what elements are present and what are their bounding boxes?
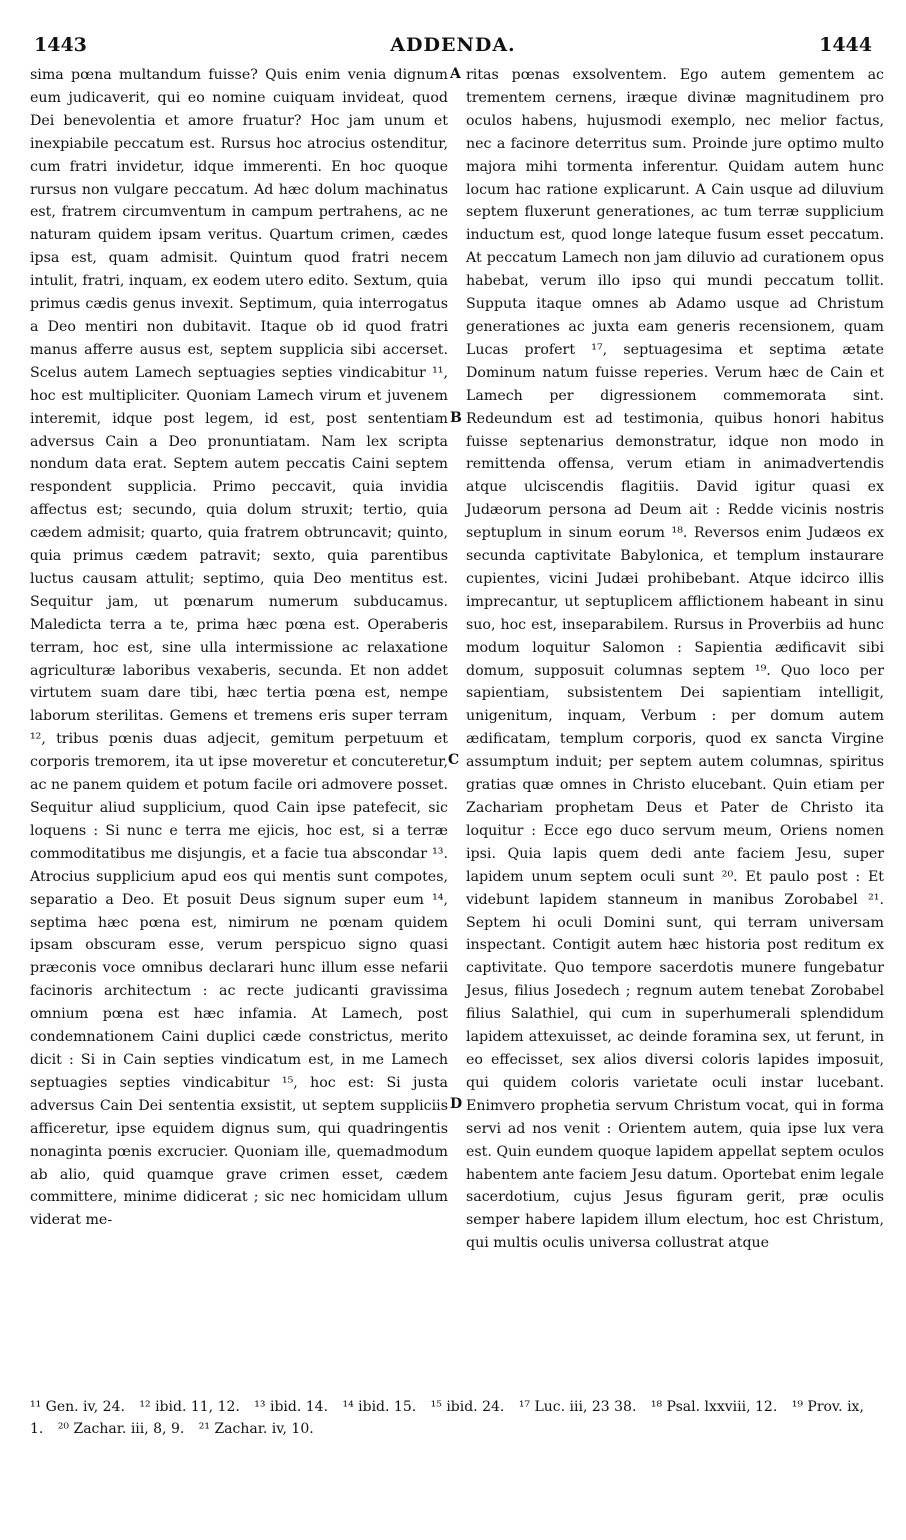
left-column [30, 64, 448, 1232]
footnote: ¹¹ Gen. iv, 24. [30, 1399, 125, 1415]
footnote: ¹⁷ Luc. iii, 23 38. [518, 1399, 637, 1415]
page-number-right: 1444 [819, 34, 872, 56]
footnote: ¹² ibid. 11, 12. [139, 1399, 240, 1415]
right-column-text: ritas pœnas exsolventem. Ego autem gementem ac trementem cernens, iræque divinæ magnitudinem pro oculos habens, hujusmodi exemplo, nec melior factus, nec a facinore deterritus sum. Proinde jure optimo multo majora mihi tormenta inferentur. Quidam autem hunc locum hac ratione explicarunt. A Cain usque ad diluvium septem fluxerunt generationes, ac tum terræ supplicium inductum est, quod longe lateque fusum esset peccatum. At peccatum Lamech non jam diluvio ad curationem opus habebat, verum illo ipso qui mundi peccatum tollit. Supputa itaque omnes ab Adamo usque ad Christum generationes ac juxta eam generis recensionem, quam Lucas profert ¹⁷, septuagesima et septima ætate Dominum natum fuisse reperies. Verum hæc de Cain et Lamech per digressionem commemorata sint. Redeundum est ad testimonia, quibus honori habitus fuisse septenarius demonstratur, idque non modo in remittenda offensa, verum etiam in animadvertendis atque ulciscendis flagitiis. David igitur quasi ex Judæorum persona ad Deum ait : Redde vicinis nostris septuplum in sinum eorum ¹⁸. Reversos enim Judæos ex secunda captivitate Babylonica, et templum instaurare cupientes, vicini Judæi prohibebant. Atque idcirco illis imprecantur, ut septuplicem afflictionem habeant in sinu suo, hoc est, inseparabilem. Rursus in Proverbiis ad hunc modum loquitur Salomon : Sapientia ædificavit sibi domum, supposuit columnas septem ¹⁹. Quo loco per sapientiam, subsistentem Dei sapientiam intelligit, unigenitum, inquam, Verbum : per domum autem ædificatam, templum corporis, quod ex sancta Virgine assumptum induit; per septem autem columnas, spiritus gratias quæ omnes in Christo elucebant. Quin etiam per Zachariam prophetam Deus et Pater de Christo ita loquitur : Ecce ego duco servum meum, Oriens nomen ipsi. Quia lapis quem dedi ante faciem Jesu, super lapidem unum septem oculi sunt ²⁰. Et paulo post : Et videbunt lapidem stanneum in manibus Zorobabel ²¹. Septem hi oculi Domini sunt, qui terram universam inspectant. Contigit autem hæc historia post reditum ex captivitate. Quo tempore sacerdotis munere fungebatur Jesus, filius Josedech ; regnum autem tenebat Zorobabel filius Salathiel, qui cum in superhumerali splendidum lapidem attexuisset, ac deinde foramina sex, ut ferunt, in eo effecisset, sex alios diversi coloris lapides imposuit, qui quidem coloris varietate oculi instar lucebant. Enimvero prophetia servum Christum vocat, qui in forma servi ad nos venit : Orientem autem, quia ipse lux vera est. Quin eundem quoque lapidem appellat septem oculos habentem ante faciem Jesu datum. Oportebat enim legale sacerdotium, cujus Jesus figuram gerit, præ oculis semper habere lapidem illum electum, hoc est Christum, qui multis oculis universa collustrat atque [466, 67, 884, 1252]
page-header [30, 34, 876, 58]
footnotes [30, 1396, 876, 1440]
margin-marker-b: B [450, 410, 462, 426]
left-column-text: sima pœna multandum fuisse? Quis enim venia dignum eum judicaverit, qui eo nomine cuiquam invideat, quod Dei benevolentia et amore fruatur? Hoc jam unum et inexpiabile peccatum est. Rursus hoc atrocius ostenditur, cum fratri invidetur, idque immerenti. En hoc quoque rursus non vulgare peccatum. Ad hæc dolum machinatus est, fratrem circumventum in campum pertrahens, ac ne naturam quidem ipsam veritus. Quartum crimen, cædes ipsa est, quam admisit. Quintum quod fratri necem intulit, fratri, inquam, ex eodem utero edito. Sextum, quia primus cædis genus invexit. Septimum, quia interrogatus a Deo mentiri non dubitavit. Itaque ob id quod fratri manus afferre ausus est, septem supplicia sibi accerset. Scelus autem Lamech septuagies septies vindicabitur ¹¹, hoc est multipliciter. Quoniam Lamech virum et juvenem interemit, idque post legem, id est, post sententiam adversus Cain a Deo pronuntiatam. Nam lex scripta nondum data erat. Septem autem peccatis Caini septem respondent supplicia. Primo peccavit, quia invidia affectus est; secundo, quia dolum struxit; tertio, quia cædem admisit; quarto, quia fratrem obtruncavit; quinto, quia primus cædem patravit; sexto, quia parentibus luctus causam attulit; septimo, quia Deo mentitus est. Sequitur jam, ut pœnarum numerum subducamus. Maledicta terra a te, prima hæc pœna est. Operaberis terram, hoc est, sine ulla intermissione ac relaxatione agriculturæ laboribus vexaberis, secunda. Et non addet virtutem suam dare tibi, hæc tertia pœna est, nempe laborum sterilitas. Gemens et tremens eris super terram ¹², tribus pœnis duas adjecit, gemitum perpetuum et corporis tremorem, ita ut ipse moveretur et concuteretur, ac ne panem quidem et potum facile ori admovere posset. Sequitur aliud supplicium, quod Cain ipse patefecit, sic loquens : Si nunc e terra me ejicis, hoc est, si a terræ commoditatibus me disjungis, et a facie tua abscondar ¹³. Atrocius supplicium apud eos qui mentis sunt compotes, separatio a Deo. Et posuit Deus signum super eum ¹⁴, septima hæc pœna est, nimirum ne pœnam quidem ipsam obscuram esse, verum perspicuo signo quasi præconis voce omnibus declarari hunc illum esse nefarii facinoris architectum : ac recte judicanti gravissima omnium pœna est hæc infamia. At Lamech, post condemnationem Caini duplici cæde constrictus, merito dicit : Si in Cain septies vindicatum est, in me Lamech septuagies septies vindicabitur ¹⁵, hoc est: Si justa adversus Cain Dei sententia exsistit, ut septem suppliciis afficeretur, ipse equidem dignus sum, qui quadringentis nonaginta pœnis excrucier. Quoniam ille, quemadmodum ab alio, quid quamque grave crimen esset, cædem committere, minime didicerat ; sic nec homicidam ullum viderat me- [30, 67, 448, 1229]
margin-marker-d: D [450, 1096, 463, 1112]
footnote: ¹⁹ Prov. ix, 1. [30, 1399, 864, 1437]
right-column [466, 64, 884, 1255]
footnote: ²¹ Zachar. iv, 10. [198, 1421, 314, 1437]
running-title: ADDENDA. [390, 34, 516, 56]
margin-marker-c: C [448, 752, 460, 768]
margin-marker-a: A [450, 66, 461, 82]
page-number-left: 1443 [34, 34, 87, 56]
footnote: ¹⁴ ibid. 15. [342, 1399, 417, 1415]
footnote: ¹⁵ ibid. 24. [430, 1399, 505, 1415]
footnote: ¹⁸ Psal. lxxviii, 12. [650, 1399, 778, 1415]
footnote: ¹³ ibid. 14. [254, 1399, 329, 1415]
footnote: ²⁰ Zachar. iii, 8, 9. [57, 1421, 185, 1437]
